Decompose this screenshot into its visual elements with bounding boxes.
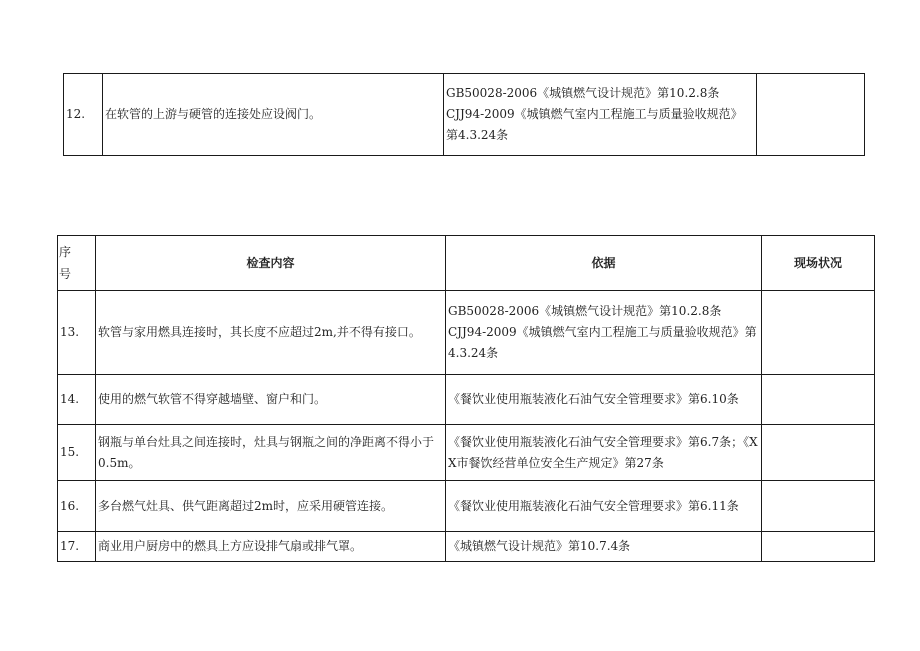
table-row xyxy=(58,291,875,375)
check-content-cell: 钢瓶与单台灶具之间连接时，灶具与钢瓶之间的净距离不得小于0.5m。 xyxy=(96,425,446,481)
row-number: 12. xyxy=(64,74,103,156)
basis-cell: GB50028-2006《城镇燃气设计规范》第10.2.8条 CJJ94-2009《城镇燃气室内工程施工与质量验收规范》第4.3.24条 xyxy=(444,74,757,156)
check-content-cell: 多台燃气灶具、供气距离超过2m时，应采用硬管连接。 xyxy=(96,481,446,532)
check-content-cell: 使用的燃气软管不得穿越墙壁、窗户和门。 xyxy=(96,375,446,425)
table-row xyxy=(58,532,875,562)
table-row xyxy=(58,425,875,481)
basis-cell: 《餐饮业使用瓶装液化石油气安全管理要求》第6.10条 xyxy=(446,375,762,425)
header-basis: 依据 xyxy=(446,236,762,291)
row-number: 14. xyxy=(58,375,96,425)
site-status-cell xyxy=(762,291,875,375)
header-seq: 序 号 xyxy=(58,236,96,291)
site-status-cell xyxy=(762,425,875,481)
row-number: 13. xyxy=(58,291,96,375)
basis-cell: 《餐饮业使用瓶装液化石油气安全管理要求》第6.7条；《XX市餐饮经营单位安全生产规定》第27条 xyxy=(446,425,762,481)
header-check-content: 检查内容 xyxy=(96,236,446,291)
site-status-cell xyxy=(762,481,875,532)
basis-cell: 《城镇燃气设计规范》第10.7.4条 xyxy=(446,532,762,562)
check-content-cell: 软管与家用燃具连接时，其长度不应超过2m,并不得有接口。 xyxy=(96,291,446,375)
table-row xyxy=(64,74,865,156)
check-content-cell: 商业用户厨房中的燃具上方应设排气扇或排气罩。 xyxy=(96,532,446,562)
check-content-cell: 在软管的上游与硬管的连接处应设阀门。 xyxy=(103,74,444,156)
row-number: 15. xyxy=(58,425,96,481)
table-header-row xyxy=(58,236,875,291)
row-number: 16. xyxy=(58,481,96,532)
inspection-table-top xyxy=(63,73,865,156)
row-number: 17. xyxy=(58,532,96,562)
basis-cell: GB50028-2006《城镇燃气设计规范》第10.2.8条 CJJ94-2009《城镇燃气室内工程施工与质量验收规范》第4.3.24条 xyxy=(446,291,762,375)
site-status-cell xyxy=(762,375,875,425)
basis-cell: 《餐饮业使用瓶装液化石油气安全管理要求》第6.11条 xyxy=(446,481,762,532)
table-row xyxy=(58,481,875,532)
inspection-table-main xyxy=(57,235,875,562)
header-site-status: 现场状况 xyxy=(762,236,875,291)
site-status-cell xyxy=(757,74,865,156)
table-row xyxy=(58,375,875,425)
site-status-cell xyxy=(762,532,875,562)
